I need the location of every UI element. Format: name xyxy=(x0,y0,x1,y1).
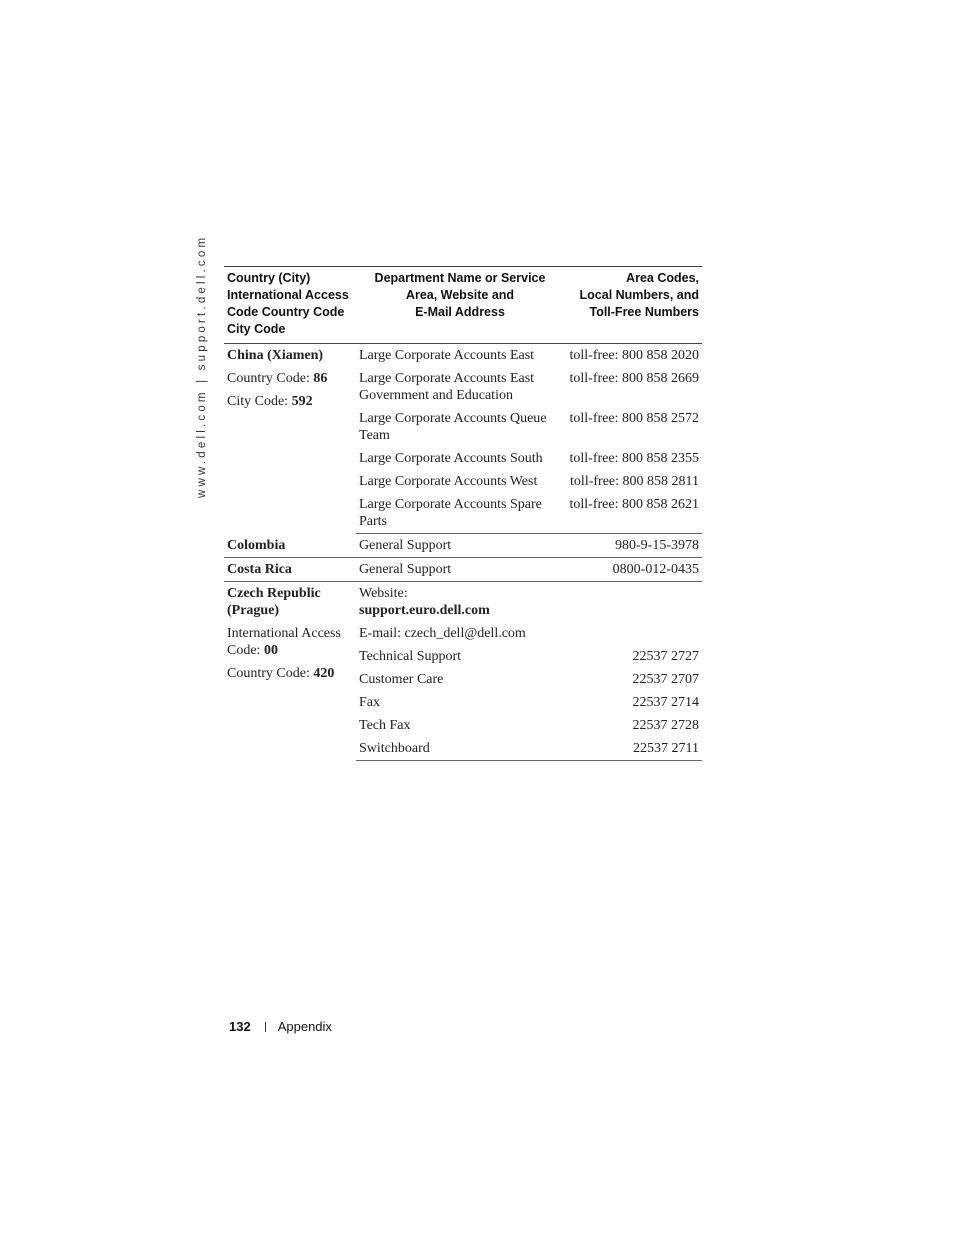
department-cell: Tech Fax xyxy=(359,718,411,733)
department-cell: Large Corporate Accounts Spare Parts xyxy=(356,493,564,534)
department-cell: Large Corporate Accounts South xyxy=(359,451,543,466)
department-cell: General Support xyxy=(356,534,564,558)
number-cell: toll-free: 800 858 2020 xyxy=(569,348,699,363)
table-row xyxy=(224,534,702,558)
number-cell: toll-free: 800 858 2811 xyxy=(570,474,699,489)
country-cell-czech: Czech Republic (Prague) International Access Code: 00 Country Code: 420 xyxy=(227,586,341,681)
number-cell: toll-free: 800 858 2355 xyxy=(569,451,699,466)
side-url: www.dell.com | support.dell.com xyxy=(196,234,208,498)
group-colombia xyxy=(224,534,702,558)
footer-divider xyxy=(265,1022,266,1032)
department-cell: Fax xyxy=(359,695,380,710)
country-cell-costa-rica: Costa Rica xyxy=(224,558,356,582)
department-cell: Technical Support xyxy=(359,649,462,664)
section-name: Appendix xyxy=(277,1019,332,1034)
number-cell: toll-free: 800 858 2572 xyxy=(569,411,699,426)
number-cell: 22537 2714 xyxy=(632,695,699,710)
header-department: Department Name or Service Area, Website and E-Mail Address xyxy=(356,267,564,344)
group-czech xyxy=(224,582,702,761)
number-cell: toll-free: 800 858 2669 xyxy=(569,371,699,386)
page-number: 132 xyxy=(229,1019,251,1034)
page-footer xyxy=(229,1019,332,1034)
department-cell: Customer Care xyxy=(359,672,444,687)
table-row xyxy=(224,344,702,368)
department-cell: Large Corporate Accounts East xyxy=(359,348,535,363)
number-cell: 22537 2727 xyxy=(632,649,699,664)
table-header-row xyxy=(224,267,702,344)
header-numbers: Area Codes, Local Numbers, and Toll-Free Numbers xyxy=(564,267,702,344)
number-cell: 980-9-15-3978 xyxy=(564,534,702,558)
department-cell: Large Corporate Accounts Queue Team xyxy=(359,411,547,443)
number-cell xyxy=(564,582,702,623)
website-link[interactable]: support.euro.dell.com xyxy=(359,603,490,618)
department-cell: Large Corporate Accounts East Government and Education xyxy=(359,371,535,403)
department-cell: Large Corporate Accounts West xyxy=(359,474,538,489)
country-cell-china: China (Xiamen) Country Code: 86 City Code: 592 xyxy=(227,348,328,409)
table-row xyxy=(224,582,702,623)
group-costa-rica xyxy=(224,558,702,582)
number-cell: 22537 2711 xyxy=(564,737,702,761)
country-cell-colombia: Colombia xyxy=(224,534,356,558)
website-cell: Website: support.euro.dell.com xyxy=(359,586,490,618)
number-cell xyxy=(564,622,702,645)
number-cell: 0800-012-0435 xyxy=(564,558,702,582)
email-cell: E-mail: czech_dell@dell.com xyxy=(359,626,526,641)
contact-table xyxy=(224,266,702,761)
number-cell: toll-free: 800 858 2621 xyxy=(564,493,702,534)
number-cell: 22537 2707 xyxy=(632,672,699,687)
group-china xyxy=(224,344,702,534)
number-cell: 22537 2728 xyxy=(632,718,699,733)
department-cell: Switchboard xyxy=(356,737,564,761)
department-cell: General Support xyxy=(356,558,564,582)
header-country: Country (City) International Access Code Country Code City Code xyxy=(224,267,356,344)
table-row xyxy=(224,558,702,582)
